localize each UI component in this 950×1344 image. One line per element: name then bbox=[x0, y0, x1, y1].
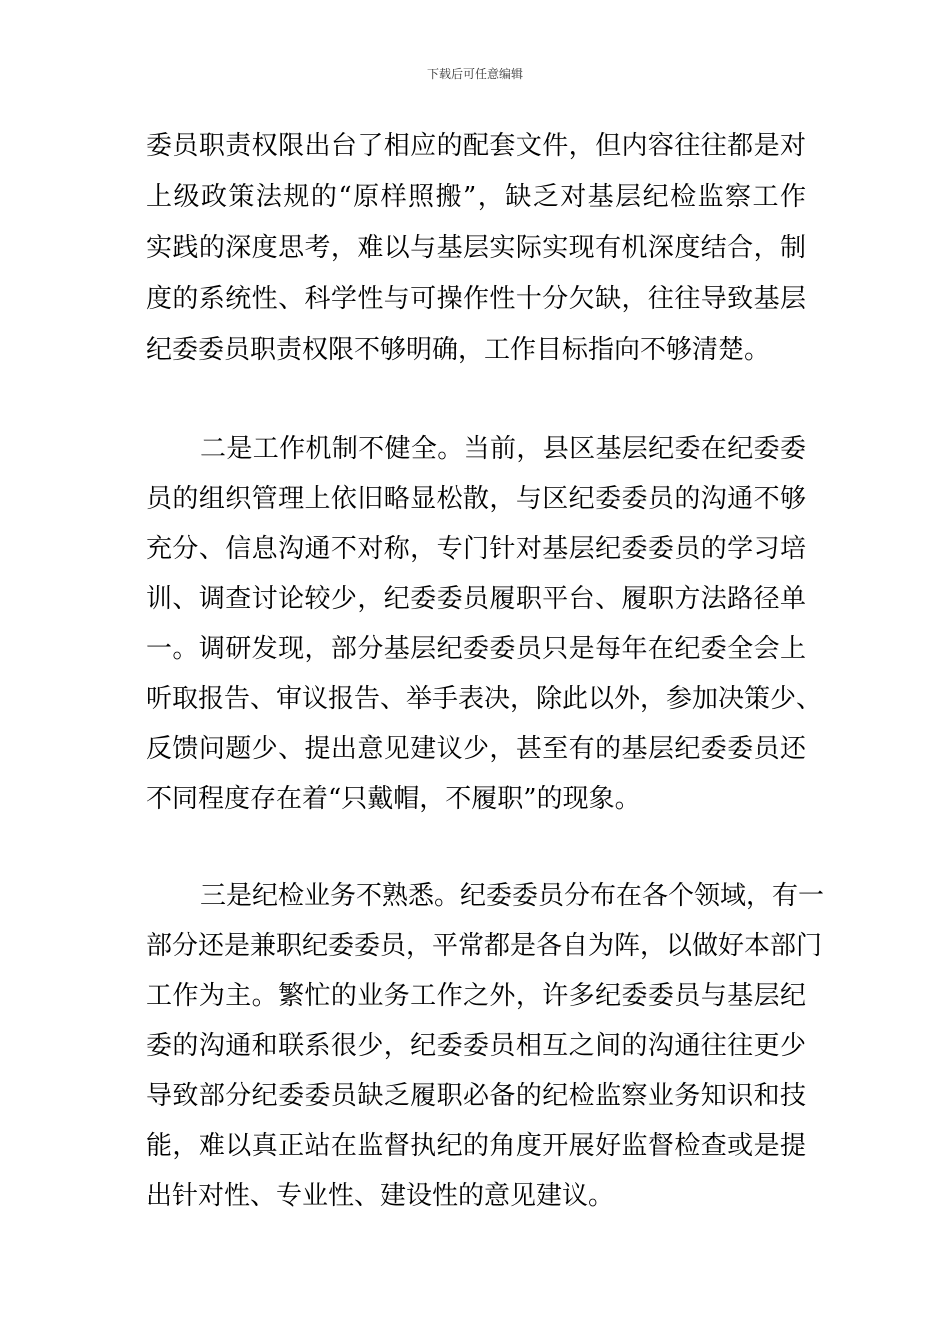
paragraph-3-line-1: 三是纪检业务不熟悉。纪委委员分布在各个领域，有一 bbox=[200, 881, 825, 911]
paragraph-1-line-3: 实践的深度思考，难以与基层实际实现有机深度结合，制 bbox=[146, 233, 806, 263]
paragraph-2-line-1: 二是工作机制不健全。当前，县区基层纪委在纪委委 bbox=[200, 434, 806, 464]
page-header: 下载后可任意编辑 bbox=[426, 67, 523, 81]
paragraph-1-line-5: 纪委委员职责权限不够明确，工作目标指向不够清楚。 bbox=[146, 335, 771, 365]
paragraph-3-line-3: 工作为主。繁忙的业务工作之外，许多纪委委员与基层纪 bbox=[146, 981, 806, 1011]
paragraph-2-line-6: 听取报告、审议报告、举手表决，除此以外，参加决策少、 bbox=[146, 684, 823, 714]
paragraph-3-line-6: 能，难以真正站在监督执纪的角度开展好监督检查或是提 bbox=[146, 1131, 806, 1161]
paragraph-1-line-2: 上级政策法规的“原样照搬”，缺乏对基层纪检监察工作 bbox=[146, 182, 806, 212]
paragraph-2-line-3: 充分、信息沟通不对称，专门针对基层纪委委员的学习培 bbox=[146, 534, 806, 564]
paragraph-3-line-4: 委的沟通和联系很少，纪委委员相互之间的沟通往往更少 bbox=[146, 1031, 806, 1061]
paragraph-2-line-7: 反馈问题少、提出意见建议少，甚至有的基层纪委委员还 bbox=[146, 734, 806, 764]
paragraph-2-line-8: 不同程度存在着“只戴帽，不履职”的现象。 bbox=[146, 784, 641, 814]
paragraph-1-line-1: 委员职责权限出台了相应的配套文件，但内容往往都是对 bbox=[146, 131, 806, 161]
paragraph-2-line-2: 员的组织管理上依旧略显松散，与区纪委委员的沟通不够 bbox=[146, 484, 806, 514]
paragraph-3-line-2: 部分还是兼职纪委委员，平常都是各自为阵，以做好本部门 bbox=[146, 931, 823, 961]
paragraph-3-line-5: 导致部分纪委委员缺乏履职必备的纪检监察业务知识和技 bbox=[146, 1081, 806, 1111]
paragraph-3-line-7: 出针对性、专业性、建设性的意见建议。 bbox=[146, 1181, 615, 1211]
paragraph-1-line-4: 度的系统性、科学性与可操作性十分欠缺，往往导致基层 bbox=[146, 284, 806, 314]
paragraph-2-line-5: 一。调研发现，部分基层纪委委员只是每年在纪委全会上 bbox=[146, 634, 806, 664]
paragraph-2-line-4: 训、调查讨论较少，纪委委员履职平台、履职方法路径单 bbox=[146, 584, 806, 614]
